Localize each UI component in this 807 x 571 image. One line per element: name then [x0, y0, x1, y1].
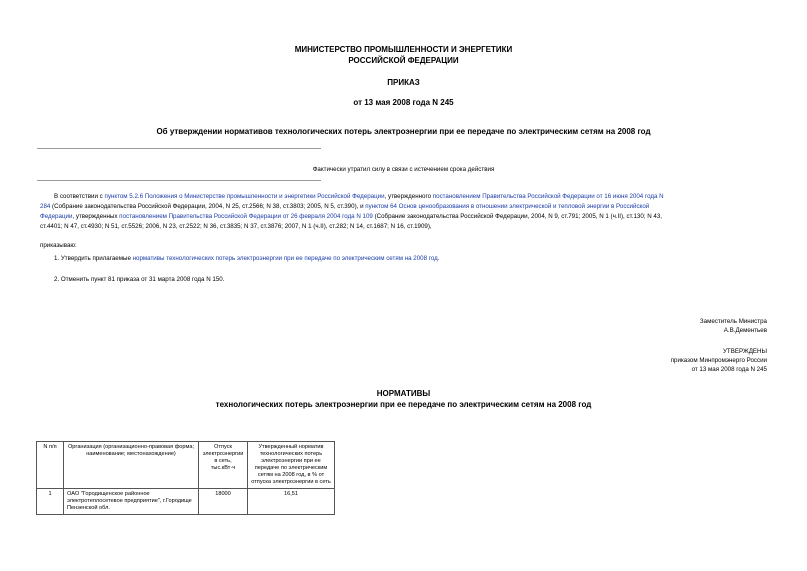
preamble-text: (Собрание законодательства Российской Федерации, 2004, N 25, ст.2566; N 38, ст.3803; 2005, N 5, ст.390), и [50, 203, 366, 210]
cell-norm: 16,51 [248, 489, 335, 515]
preamble-line-4: ст.4401; N 47, ст.4930; N 51, ст.5526; 2006, N 23, ст.2522; N 36, ст.3835; N 37, ст.3876; 2007, N 1 (ч.II), ст.282; N 14, ст.1687; N 16, ст.1909), [40, 223, 432, 230]
preamble-text: (Собрание законодательства Российской Федерации, 2004, N 9, ст.791; 2005, N 1 (ч.II), ст.130; N 43, [372, 213, 662, 220]
preamble-line-2 [40, 202, 780, 212]
order-item-1 [54, 254, 774, 264]
signature-block [700, 317, 767, 335]
doc-date: от 13 мая 2008 года N 245 [353, 98, 454, 107]
link-government-decree-284[interactable]: постановлением Правительства Российской Федерации от 16 июня 2004 года N [432, 193, 664, 200]
signature-name: А.В.Дементьев [723, 327, 767, 334]
header-num: N п/п [37, 442, 64, 489]
approval-title: УТВЕРЖДЕНЫ [723, 348, 767, 355]
link-regulation-clause[interactable]: пунктом 5.2.6 Положения о Министерстве промышленности и энергетики Российской Федерации [104, 193, 385, 200]
link-government-decree-109[interactable]: постановлением Правительства Российской Федерации от 26 февраля 2004 года N 109 [119, 213, 373, 220]
header-supply: Отпуск электроэнергии в сеть, тыс.кВт·ч [199, 442, 248, 489]
signature-position: Заместитель Министра [699, 318, 767, 325]
table-header-row [37, 442, 335, 489]
order-item-text: . [437, 255, 440, 262]
link-government-decree-284-cont[interactable]: 284 [40, 203, 51, 210]
divider-bottom [37, 180, 321, 181]
cell-organization: ОАО "Городищенское районное электротеплосетевое предприятие", г.Городище Пензенской обл. [64, 489, 199, 515]
status-note: Фактически утратил силу в связи с истечением срока действия [312, 166, 495, 173]
doc-type: ПРИКАЗ [387, 78, 420, 87]
preamble-line-3 [40, 212, 780, 222]
norms-title: НОРМАТИВЫ [376, 389, 431, 398]
header-norm: Утвержденный норматив технологических потерь электроэнергии при ее передаче по электрическим сетям на 2008 год, в % от отпуска электроэнергии в сеть [248, 442, 335, 489]
doc-title: Об утверждении нормативов технологических потерь электроэнергии при ее передаче по электрическим сетям на 2008 год [156, 127, 651, 136]
ministry-line-1: МИНИСТЕРСТВО ПРОМЫШЛЕННОСТИ И ЭНЕРГЕТИКИ [294, 45, 513, 54]
norms-subtitle: технологических потерь электроэнергии при ее передаче по электрическим сетям на 2008 год [215, 400, 592, 409]
order-item-2: 2. Отменить пункт 81 приказа от 31 марта 2008 года N 150. [54, 276, 225, 283]
cell-supply: 18000 [199, 489, 248, 515]
link-approved-norms[interactable]: нормативы технологических потерь электроэнергии при ее передаче по электрическим сетям на 2008 год [132, 255, 438, 262]
ministry-line-2: РОССИЙСКОЙ ФЕДЕРАЦИИ [348, 56, 459, 65]
approval-line-1: приказом Минпромэнерго России [670, 357, 767, 364]
header-organization: Организация (организационно-правовая форма; наименование; местонахождение) [64, 442, 199, 489]
approval-line-2: от 13 мая 2008 года N 245 [691, 366, 767, 373]
link-pricing-basics-cont[interactable]: Федерации [40, 213, 73, 220]
table-row [37, 489, 335, 515]
norms-table [36, 441, 335, 515]
preamble-text: В соответствии с [54, 193, 105, 200]
link-pricing-basics[interactable]: пунктом 64 Основ ценообразования в отношении электрической и тепловой энергии в Российской [365, 203, 650, 210]
preamble-text: , утвержденных [72, 213, 120, 220]
order-item-text: 1. Утвердить прилагаемые [54, 255, 133, 262]
approval-block [671, 347, 767, 374]
order-intro: приказываю: [40, 242, 77, 249]
preamble-line-1 [54, 192, 774, 202]
cell-num: 1 [37, 489, 64, 515]
divider-top [37, 148, 321, 149]
preamble-text: , утвержденного [384, 193, 433, 200]
